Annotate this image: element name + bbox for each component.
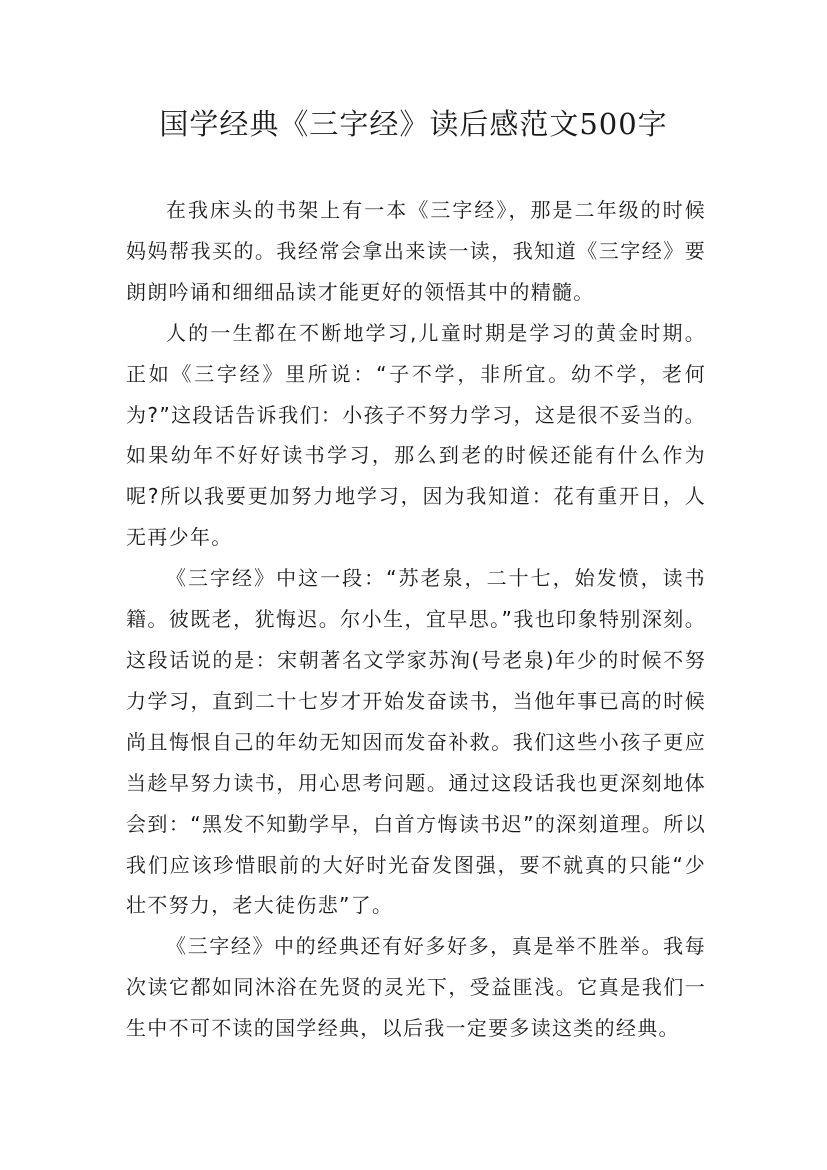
paragraph: 在我床头的书架上有一本《三字经》，那是二年级的时候妈妈帮我买的。我经常会拿出来读一读，我知道《三字经》要朗朗吟诵和细细品读才能更好的领悟其中的精髓。 bbox=[126, 198, 706, 304]
paragraph: 人的一生都在不断地学习,儿童时期是学习的黄金时期。正如《三字经》里所说：“子不学，非所宜。幼不学，老何为?”这段话告诉我们：小孩子不努力学习，这是很不妥当的。如果幼年不好好读书学习，那么到老的时候还能有什么作为呢?所以我要更加努力地学习，因为我知道：花有重开日，人无再少年。 bbox=[126, 320, 706, 550]
paragraph: 《三字经》中这一段：“苏老泉，二十七，始发愤，读书籍。彼既老，犹悔迟。尔小生，宜早思。”我也印象特别深刻。这段话说的是：宋朝著名文学家苏洵(号老泉)年少的时候不努力学习，直到二十七岁才开始发奋读书，当他年事已高的时候尚且悔恨自己的年幼无知因而发奋补救。我们这些小孩子更应当趁早努力读书，用心思考问题。通过这段话我也更深刻地体会到：“黑发不知勤学早，白首方悔读书迟”的深刻道理。所以我们应该珍惜眼前的大好时光奋发图强，要不就真的只能“少壮不努力，老大徒伤悲”了。 bbox=[126, 566, 706, 918]
document-title: 国学经典《三字经》读后感范文500字 bbox=[159, 107, 668, 141]
paragraph: 《三字经》中的经典还有好多好多，真是举不胜举。我每次读它都如同沐浴在先贤的灵光下，受益匪浅。它真是我们一生中不可不读的国学经典，以后我一定要多读这类的经典。 bbox=[126, 934, 706, 1041]
document-body bbox=[126, 190, 706, 1049]
